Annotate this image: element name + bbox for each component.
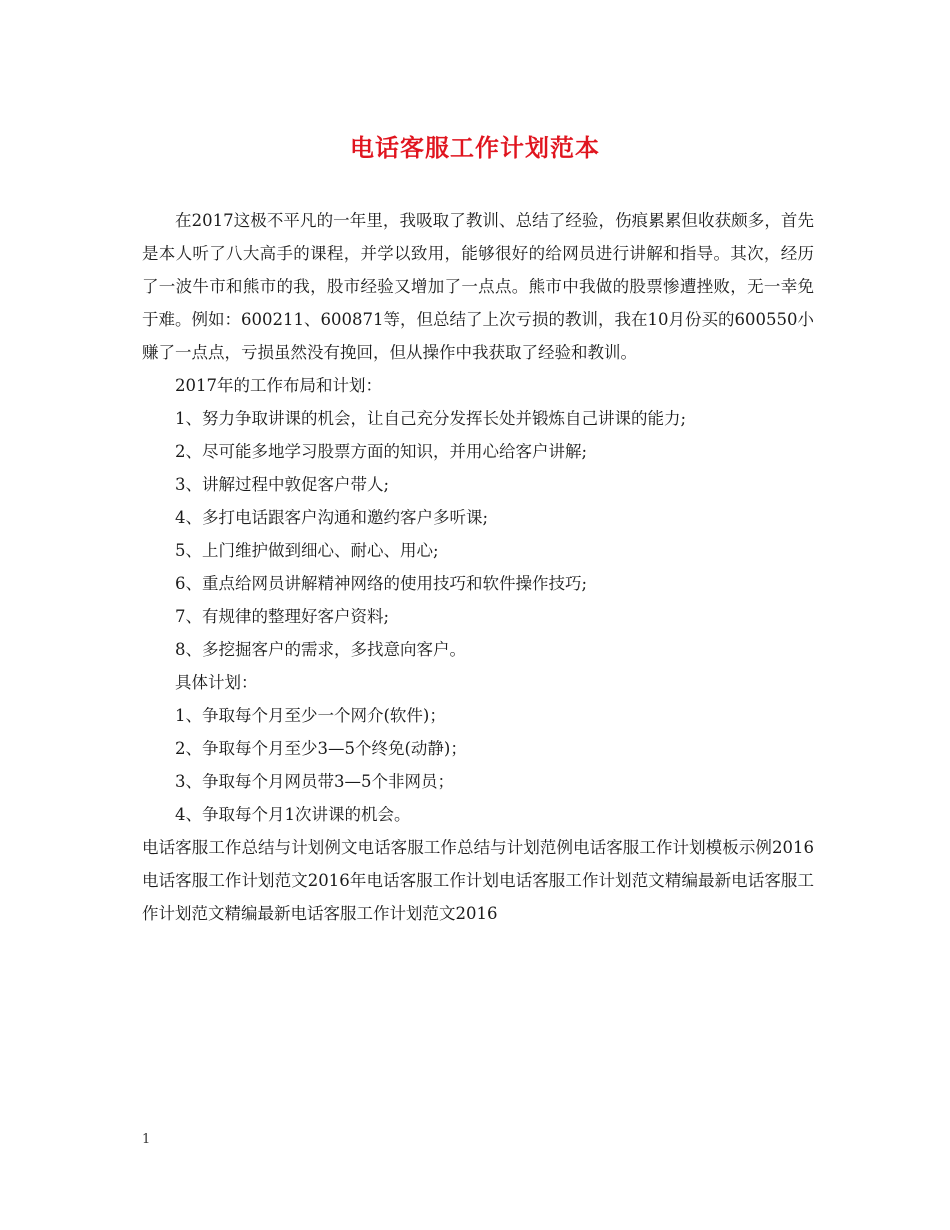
layout-item: 1、努力争取讲课的机会，让自己充分发挥长处并锻炼自己讲课的能力; <box>175 409 687 428</box>
layout-item: 2、尽可能多地学习股票方面的知识，并用心给客户讲解; <box>175 442 588 461</box>
layout-heading: 2017年的工作布局和计划： <box>175 376 382 395</box>
layout-item: 6、重点给网员讲解精神网络的使用技巧和软件操作技巧; <box>175 574 588 593</box>
layout-item: 7、有规律的整理好客户资料; <box>175 607 390 626</box>
plan-item: 1、争取每个月至少一个网介(软件)； <box>175 706 446 725</box>
document-body <box>142 204 814 930</box>
layout-item: 4、多打电话跟客户沟通和邀约客户多听课; <box>175 508 489 527</box>
related-articles-text: 电话客服工作总结与计划例文电话客服工作总结与计划范例电话客服工作计划模板示例2016电话客服工作计划范文2016年电话客服工作计划电话客服工作计划范文精编最新电话客服工作计划范文精编最新电话客服工作计划范文2016 <box>142 838 814 923</box>
page-number: 1 <box>142 1132 151 1147</box>
intro-paragraph: 在2017这极不平凡的一年里，我吸取了教训、总结了经验，伤痕累累但收获颇多，首先是本人听了八大高手的课程，并学以致用，能够很好的给网员进行讲解和指导。其次，经历了一波牛市和熊市的我，股市经验又增加了一点点。熊市中我做的股票惨遭挫败，无一幸免于难。例如：600211、600871等，但总结了上次亏损的教训，我在10月份买的600550小赚了一点点，亏损虽然没有挽回，但从操作中我获取了经验和教训。 <box>142 211 814 362</box>
document-title: 电话客服工作计划范本 <box>350 133 600 162</box>
layout-item: 5、上门维护做到细心、耐心、用心; <box>175 541 439 560</box>
plan-item: 2、争取每个月至少3—5个终免(动静)； <box>175 739 467 758</box>
plan-heading: 具体计划： <box>175 673 258 692</box>
plan-item: 3、争取每个月网员带3—5个非网员； <box>175 772 454 791</box>
layout-item: 8、多挖掘客户的需求，多找意向客户。 <box>175 640 466 659</box>
plan-item: 4、争取每个月1次讲课的机会。 <box>175 805 411 824</box>
layout-item: 3、讲解过程中敦促客户带人; <box>175 475 390 494</box>
